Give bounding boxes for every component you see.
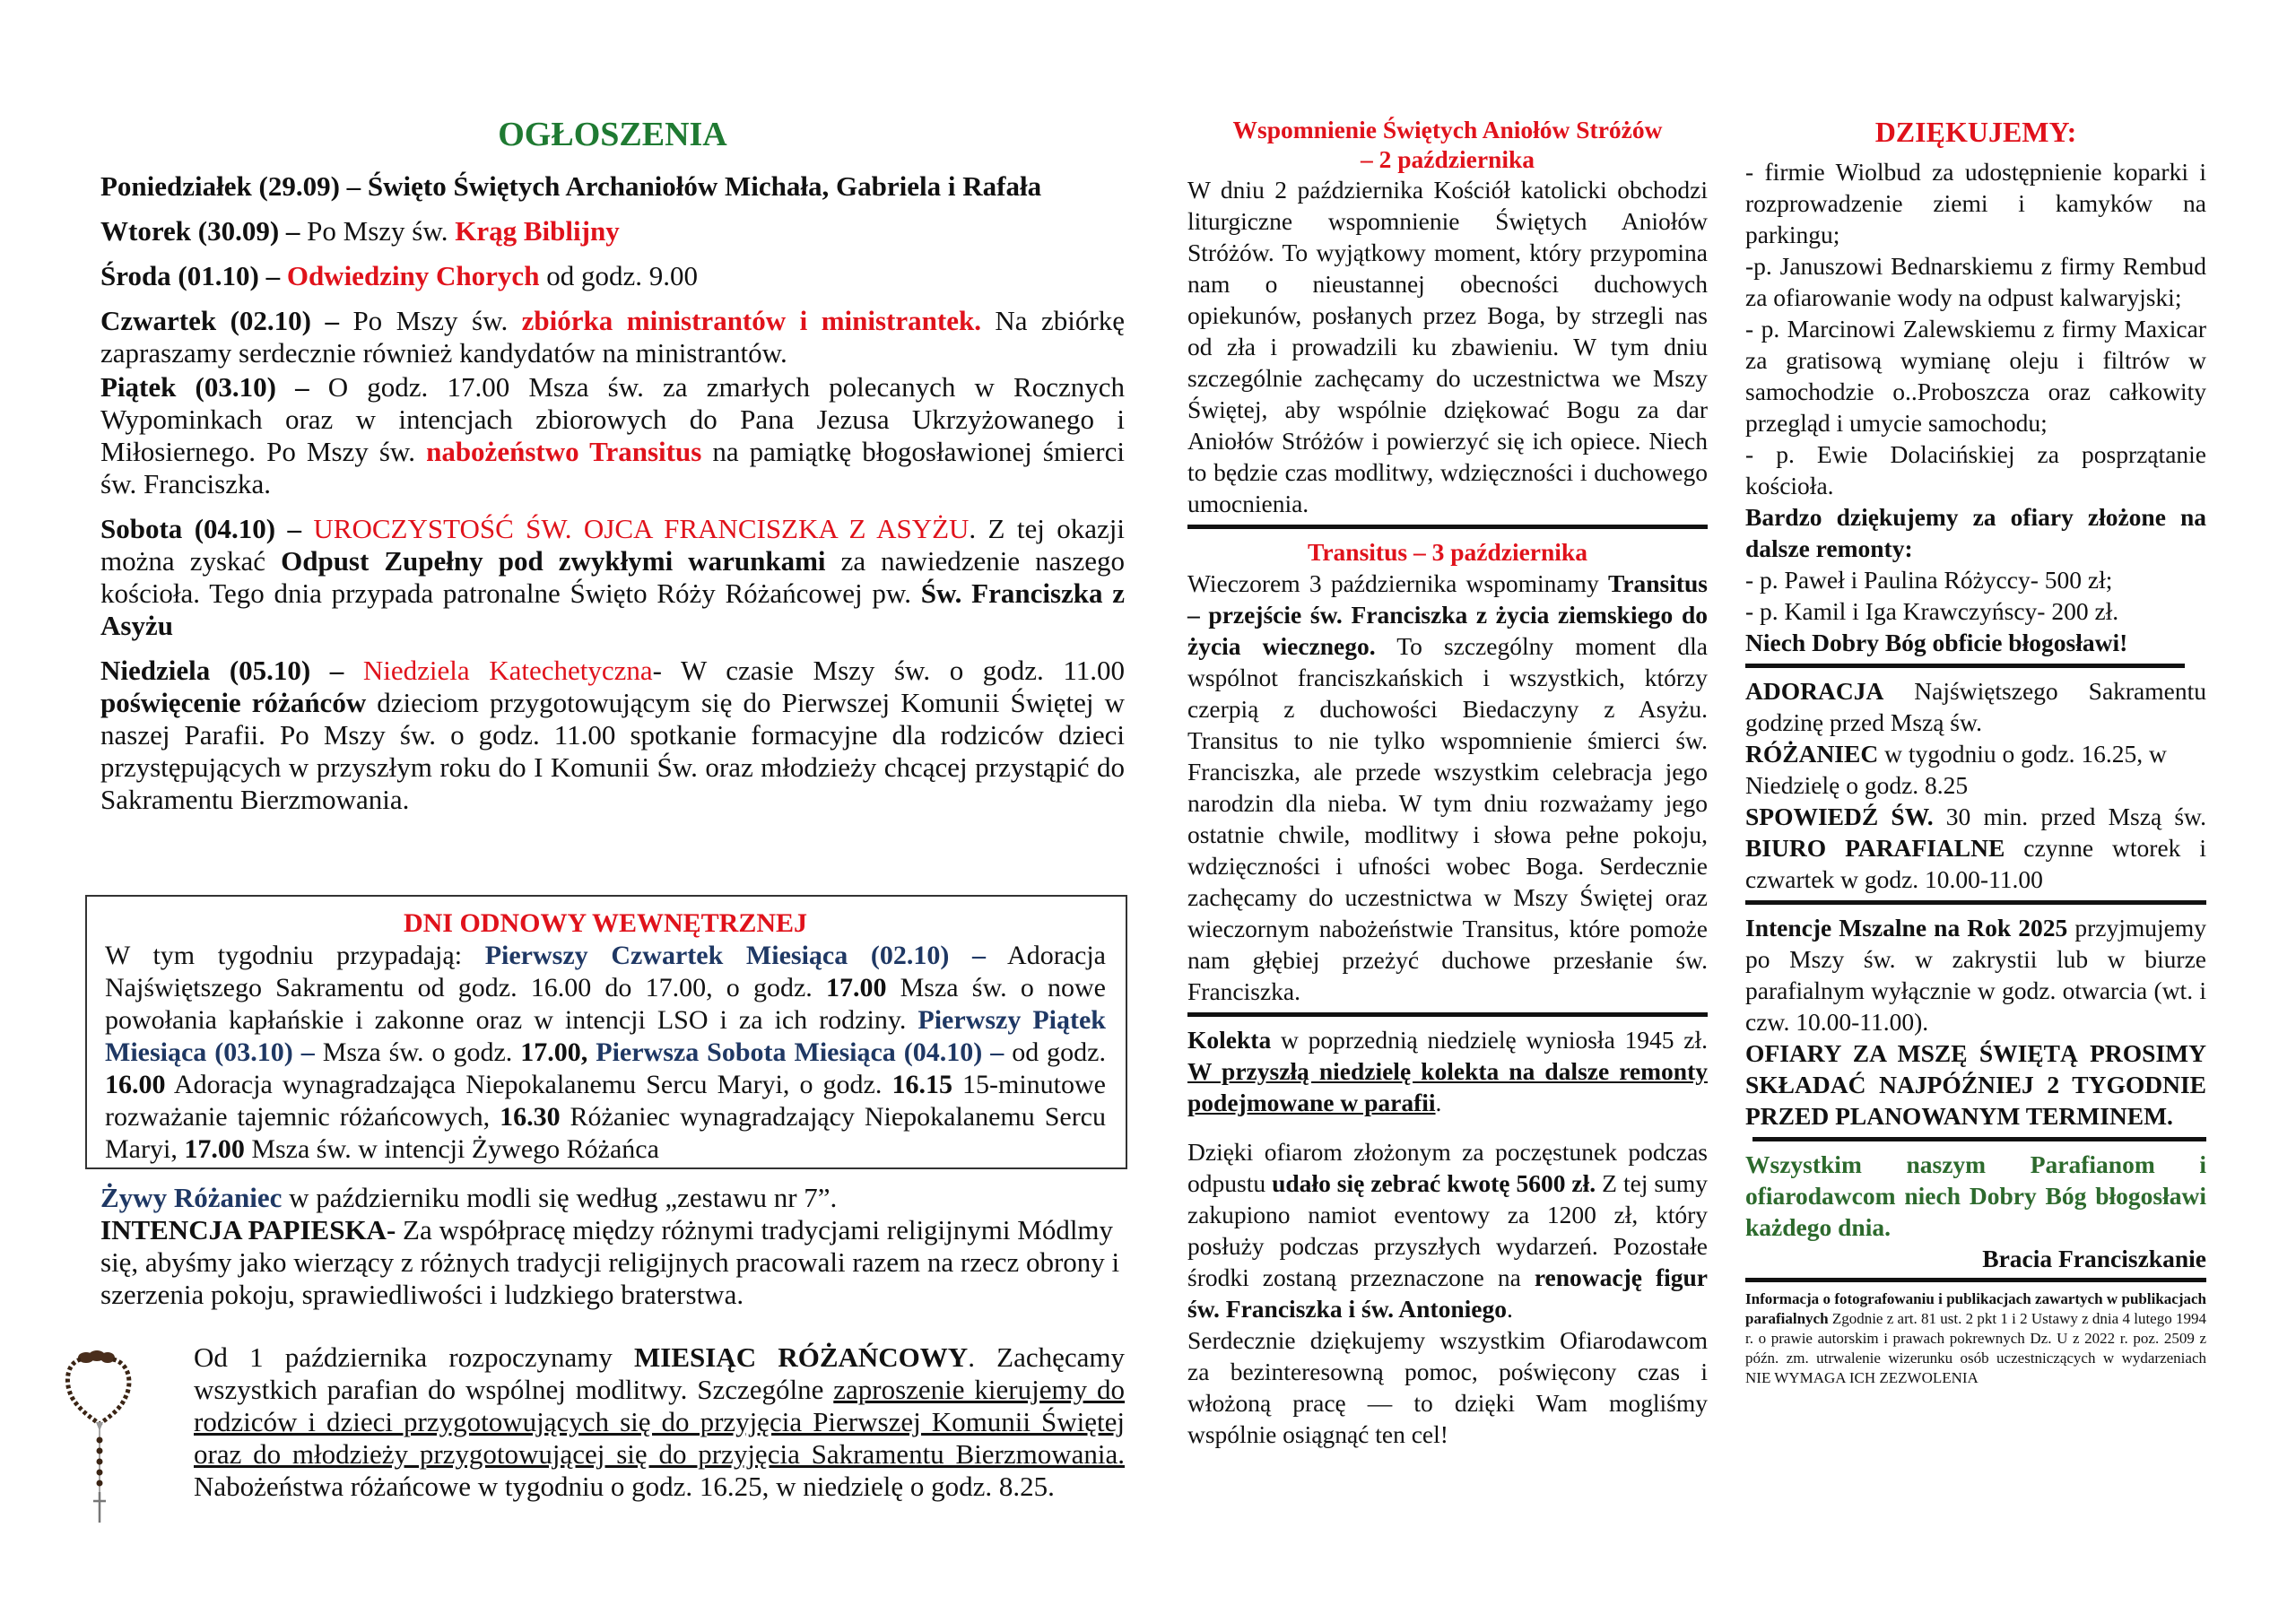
rosary-image (59, 1347, 140, 1526)
first-thursday: Pierwszy Czwartek Miesiąca (02.10) – (484, 941, 987, 970)
photo-notice-title: Informacja o fotografowaniu i publikacjach zawartych w publikacjach parafialnych (1745, 1290, 2206, 1327)
renewal-text: Adoracja Najświętszego Sakramentu od godz. 16.00 do 17.00, o godz. (105, 941, 1106, 1002)
tuesday-highlight: Krąg Biblijny (455, 215, 620, 247)
renewal-days-title: DNI ODNOWY WEWNĘTRZNEJ (403, 908, 808, 938)
wednesday-announcement (100, 260, 1125, 292)
saturday-bold1: Odpust Zupełny pod zwykłymi warunkami (281, 545, 826, 577)
transitus-bold: Transitus – przejście św. Franciszka z życia ziemskiego do życia wiecznego. (1187, 569, 1708, 660)
sunday-text1: - W czasie Mszy św. o godz. 11.00 (652, 655, 1125, 686)
donations-thanks: Serdecznie dziękujemy wszystkim Ofiarodawcom za bezinteresowną pomoc, poświęcony czas i włożoną pracę — to dzięki Wam mogliśmy wspólnie osiągnąć ten cel! (1187, 1326, 1708, 1448)
saturday-highlight: UROCZYSTOŚĆ ŚW. OJCA FRANCISZKA Z ASYŻU (313, 513, 970, 544)
sunday-text2: dzieciom przygotowującym się do Pierwszej Komunii Świętej w naszej Parafii. Po Mszy św. o godz. 11.00 spotkanie formacyjne dla rodziców dzieci przystępujących w przyszłym roku do I Komunii Św. oraz młodzieży chcącej przystąpić do Sakramentu Bierzmowania. (100, 687, 1125, 815)
rosary-schedule (1745, 738, 2206, 801)
rosary-month-times: Nabożeństwa różańcowe w tygodniu o godz. 16.25, w niedzielę o godz. 8.25. (194, 1471, 1055, 1502)
renewal-days-text (105, 940, 1106, 1166)
saturday-announcement (100, 513, 1125, 642)
angels-title (1187, 115, 1708, 174)
divider (1745, 900, 2206, 905)
tuesday-text: Po Mszy św. (307, 215, 456, 247)
friday-text2: na pamiątkę błogosławionej śmierci św. Franciszka. (100, 436, 1126, 499)
divider (1187, 1012, 1708, 1017)
rosary-icon (59, 1347, 140, 1526)
thanks-blessing: Niech Dobry Bóg obficie błogosławi! (1745, 629, 2128, 656)
rosary-month-label: MIESIĄC RÓŻAŃCOWY (634, 1341, 969, 1373)
divider (1745, 1278, 2206, 1282)
photo-notice-text: Zgodnie z art. 81 ust. 2 pkt 1 i 2 Ustawy z dnia 4 lutego 1994 r. o prawie autorskim i prawach pokrewnych Dz. U z 2022 r. poz. 2509 z późn. zm. utrwalenie wizerunku osób uczestniczących w wydarzeniach NIE WYMAGA ICH ZEZWOLENIA (1745, 1310, 2206, 1386)
transitus-body: To szczególny moment dla wspólnot franciszkańskich i wszystkich, którzy czerpią z duchowości Biedaczyny z Asyżu. Transitus to nie tylko wspomnienie śmierci św. Franciszka, ale przede wszystkim celebracja jego narodzin dla nieba. W tym dniu rozważamy jego ostatnie chwile, modlitwy i słowa pełne pokoju, wdzięczności i ufności wobec Boga. Serdecznie zachęcamy do uczestnictwa w Mszy Świętej oraz wieczornym nabożeństwie Transitus, które pomoże nam głębiej przeżyć duchowe przesłanie św. Franciszka. (1187, 632, 1708, 1005)
collection-amount: w poprzednią niedzielę wyniosła 1945 zł. (1271, 1026, 1708, 1054)
mass-intentions (1745, 912, 2206, 1037)
saturday-bold2: Św. Franciszka z Asyżu (100, 577, 1125, 641)
living-rosary-label: Żywy Różaniec (100, 1182, 283, 1213)
rosary-month-intro: Od 1 października rozpoczynamy (194, 1341, 635, 1373)
renewal-text: W tym tygodniu przypadają: (105, 941, 485, 970)
donations-text (1187, 1136, 1708, 1324)
sunday-bold1: poświęcenie różańców (100, 687, 367, 718)
thanks-item: -p. Januszowi Bednarskiemu z firmy Rembud za ofiarowanie wody na odpust kalwaryjski; (1745, 252, 2206, 311)
renewal-time: 17.00, (520, 1037, 588, 1067)
renewal-text: Różaniec wynagradzający Niepokalanemu Sercu Maryi, (105, 1102, 1106, 1164)
divider (1745, 664, 2185, 668)
renewal-text: Msza św. o nowe powołania kapłańskie i zakonne oraz w intencji LSO i za ich rodziny. (105, 973, 1106, 1035)
collection-text (1187, 1024, 1708, 1118)
donor-item: - p. Paweł i Paulina Różyccy- 500 zł; (1745, 566, 2113, 594)
thursday-text1: Po Mszy św. (352, 305, 522, 336)
papal-intention (100, 1214, 1125, 1311)
middle-column (1187, 115, 1708, 1450)
signature: Bracia Franciszkanie (1982, 1245, 2206, 1272)
announcements-title: OGŁOSZENIA (498, 116, 727, 153)
renewal-time: 16.15 (891, 1070, 952, 1099)
thanks-item: - p. Marcinowi Zalewskiemu z firmy Maxicar za gratisową wymianę oleju i filtrów w samochodzie o..Proboszcza oraz całkowity przegląd i umycie samochodu; (1745, 315, 2206, 437)
thursday-text2: Na zbiórkę zapraszamy serdecznie również kandydatów na ministrantów. (100, 305, 1125, 369)
sunday-label: Niedziela (05.10) – (100, 655, 363, 686)
office-label: BIURO PARAFIALNE (1745, 834, 2005, 862)
donations-end: . (1507, 1295, 1513, 1323)
donations-title: Bardzo dziękujemy za ofiary złożone na dalsze remonty: (1745, 503, 2206, 562)
photo-notice (1745, 1289, 2206, 1388)
intentions-label: Intencje Mszalne na Rok 2025 (1745, 914, 2068, 942)
renewal-days-box (85, 895, 1127, 1169)
rosary-month-section (194, 1341, 1125, 1503)
rosary-month-invitation: zaproszenie kierujemy do rodziców i dzieci przygotowujących się do przyjęcia Pierwszej Komunii Świętej oraz do młodzieży przygotowującej się do przyjęcia Sakramentu Bierzmowania. (194, 1374, 1125, 1470)
confession-text: 30 min. przed Mszą św. (1933, 803, 2206, 830)
papal-intention-text: Za współpracę między różnymi tradycjami religijnymi Módlmy się, abyśmy jako wierzący z różnych tradycji religijnych pracowali razem na rzecz obrony i szerzenia pokoju, sprawiedliwości i ludzkiego braterstwa. (100, 1214, 1120, 1310)
wednesday-highlight: Odwiedziny Chorych (286, 260, 540, 291)
renewal-text: 15-minutowe rozważanie tajemnic różańcowych, (105, 1070, 1106, 1132)
living-rosary-text: w październiku modli się według „zestawu nr 7”. (282, 1182, 838, 1213)
renewal-time: 16.30 (500, 1102, 561, 1132)
renewal-time: 17.00 (825, 973, 887, 1002)
intentions-notice: OFIARY ZA MSZĘ ŚWIĘTĄ PROSIMY SKŁADAĆ NAJPÓŹNIEJ 2 TYGODNIE PRZED PLANOWANYM TERMINEM. (1745, 1039, 2206, 1130)
renewal-text: Adoracja wynagradzająca Niepokalanemu Sercu Maryi, o godz. (165, 1070, 892, 1099)
rosary-and-papal-section (100, 1182, 1125, 1311)
papal-intention-label: INTENCJA PAPIESKA- (100, 1214, 396, 1245)
renewal-text: Msza św. w intencji Żywego Różańca (244, 1134, 659, 1164)
monday-label: Poniedziałek (29.09) – Święto Świętych Archaniołów Michała, Gabriela i Rafała (100, 170, 1042, 202)
transitus-intro: Wieczorem 3 października wspominamy (1187, 569, 1608, 597)
donations-renovation: renowację figur św. Franciszka i św. Antoniego (1187, 1263, 1709, 1323)
living-rosary-note (100, 1182, 1125, 1214)
sunday-highlight: Niedziela Katechetyczna (362, 655, 653, 686)
divider (1187, 525, 1708, 529)
divider (1752, 1137, 2206, 1141)
intentions-text: przyjmujemy po Mszy św. w zakrystii lub w biurze parafialnym wyłącznie w godz. otwarcia (wt. i czw. 10.00-11.00). (1745, 914, 2206, 1036)
tuesday-label: Wtorek (30.09) – (100, 215, 308, 247)
thanks-item: - p. Ewie Dolacińskiej za posprzątanie kościoła. (1745, 440, 2206, 499)
sunday-announcement (100, 655, 1125, 816)
tuesday-announcement (100, 215, 1125, 247)
thursday-label: Czwartek (02.10) – (100, 305, 353, 336)
renewal-time: 16.00 (105, 1070, 166, 1099)
schedule-text (1745, 675, 2206, 738)
angels-title-line1: Wspomnienie Świętych Aniołów Stróżów (1232, 116, 1663, 143)
first-friday: Pierwszy Piątek Miesiąca (03.10) – (105, 1005, 1106, 1067)
friday-text1: O godz. 17.00 Msza św. za zmarłych polecanych w Rocznych Wypominkach oraz w intencjach zbiorowych do Pana Jezusa Ukrzyżowanego i Miłosiernego. Po Mszy św. (100, 371, 1125, 467)
friday-label: Piątek (03.10) – (100, 371, 328, 403)
collection-next: W przyszłą niedzielę kolekta na dalsze remonty podejmowane w parafii (1187, 1057, 1708, 1116)
wednesday-label: Środa (01.10) – (100, 260, 287, 291)
collection-end: . (1435, 1089, 1442, 1116)
rosary-label: RÓŻANIEC (1745, 740, 1879, 768)
donations-amount: udało się zebrać kwotę 5600 zł. (1272, 1169, 1596, 1197)
thursday-highlight: zbiórka ministrantów i ministrantek. (521, 305, 981, 336)
right-column (1745, 115, 2206, 1388)
office-text: czynne wtorek i czwartek w godz. 10.00-11.00 (1745, 834, 2206, 893)
renewal-time: 17.00 (184, 1134, 245, 1164)
saturday-text1: . Z tej okazji można zyskać (100, 513, 1125, 577)
renewal-text: od godz. (1004, 1037, 1106, 1067)
renewal-text: Msza św. o godz. (314, 1037, 521, 1067)
angels-text: W dniu 2 października Kościół katolicki obchodzi liturgiczne wspomnienie Świętych Aniołów Stróżów. To wyjątkowy moment, który przypomina nam o nieustannej obecności duchowych opiekunów, posłanych przez Boga, by strzegli nas od zła i prowadzili ku zbawieniu. W tym dniu szczególnie zachęcamy do uczestnictwa we Mszy Świętej, aby wspólnie dziękować Bogu za dar Aniołów Stróżów i powierzyć się ich opiece. Niech to będzie czas modlitwy, wdzięczności i duchowego umocnienia. (1187, 176, 1708, 517)
rosary-month-text: . Zachęcamy wszystkich parafian do wspólnej modlitwy. Szczególne (194, 1341, 1125, 1405)
wednesday-text: od godz. 9.00 (539, 260, 698, 291)
rosary-text: w tygodniu o godz. 16.25, w Niedzielę o godz. 8.25 (1745, 740, 2167, 799)
friday-highlight: nabożeństwo Transitus (426, 436, 702, 467)
angels-title-line2: – 2 października (1360, 145, 1535, 173)
friday-announcement (100, 371, 1125, 500)
adoration-text: Najświętszego Sakramentu godzinę przed Mszą św. (1745, 677, 2206, 736)
saturday-text2: za nawiedzenie naszego kościoła. Tego dnia przypada patronalne Święto Róży Różańcowej pw. (100, 545, 1125, 609)
donor-item: - p. Kamil i Iga Krawczyńscy- 200 zł. (1745, 597, 2119, 625)
thanks-title: DZIĘKUJEMY: (1874, 116, 2077, 148)
confession-office (1745, 801, 2206, 895)
confession-label: SPOWIEDŹ ŚW. (1745, 803, 1934, 830)
thursday-announcement (100, 305, 1125, 369)
first-saturday: Pierwsza Sobota Miesiąca (04.10) – (587, 1037, 1004, 1067)
transitus-text (1187, 568, 1708, 1007)
thanks-item: - firmie Wiolbud za udostępnienie koparki i rozprowadzenie ziemi i kamyków na parkingu; (1745, 158, 2206, 248)
announcements-column (100, 115, 1125, 829)
donations-intro: Dzięki ofiarom złożonym za poczęstunek podczas odpustu (1187, 1138, 1708, 1197)
transitus-title: Transitus – 3 października (1308, 538, 1587, 566)
collection-label: Kolekta (1187, 1026, 1272, 1054)
saturday-label: Sobota (04.10) – (100, 513, 314, 544)
adoration-label: ADORACJA (1745, 677, 1884, 705)
donations-body: Z tej sumy zakupiono namiot eventowy za 1200 zł, który posłuży podczas przyszłych wydarzeń. Pozostałe środki zostaną przeznaczone na (1187, 1169, 1709, 1291)
monday-announcement (100, 170, 1125, 203)
rosary-month-text (194, 1341, 1125, 1503)
closing-blessing: Wszystkim naszym Parafianom i ofiarodawcom niech Dobry Bóg błogosławi każdego dnia. (1745, 1150, 2206, 1241)
